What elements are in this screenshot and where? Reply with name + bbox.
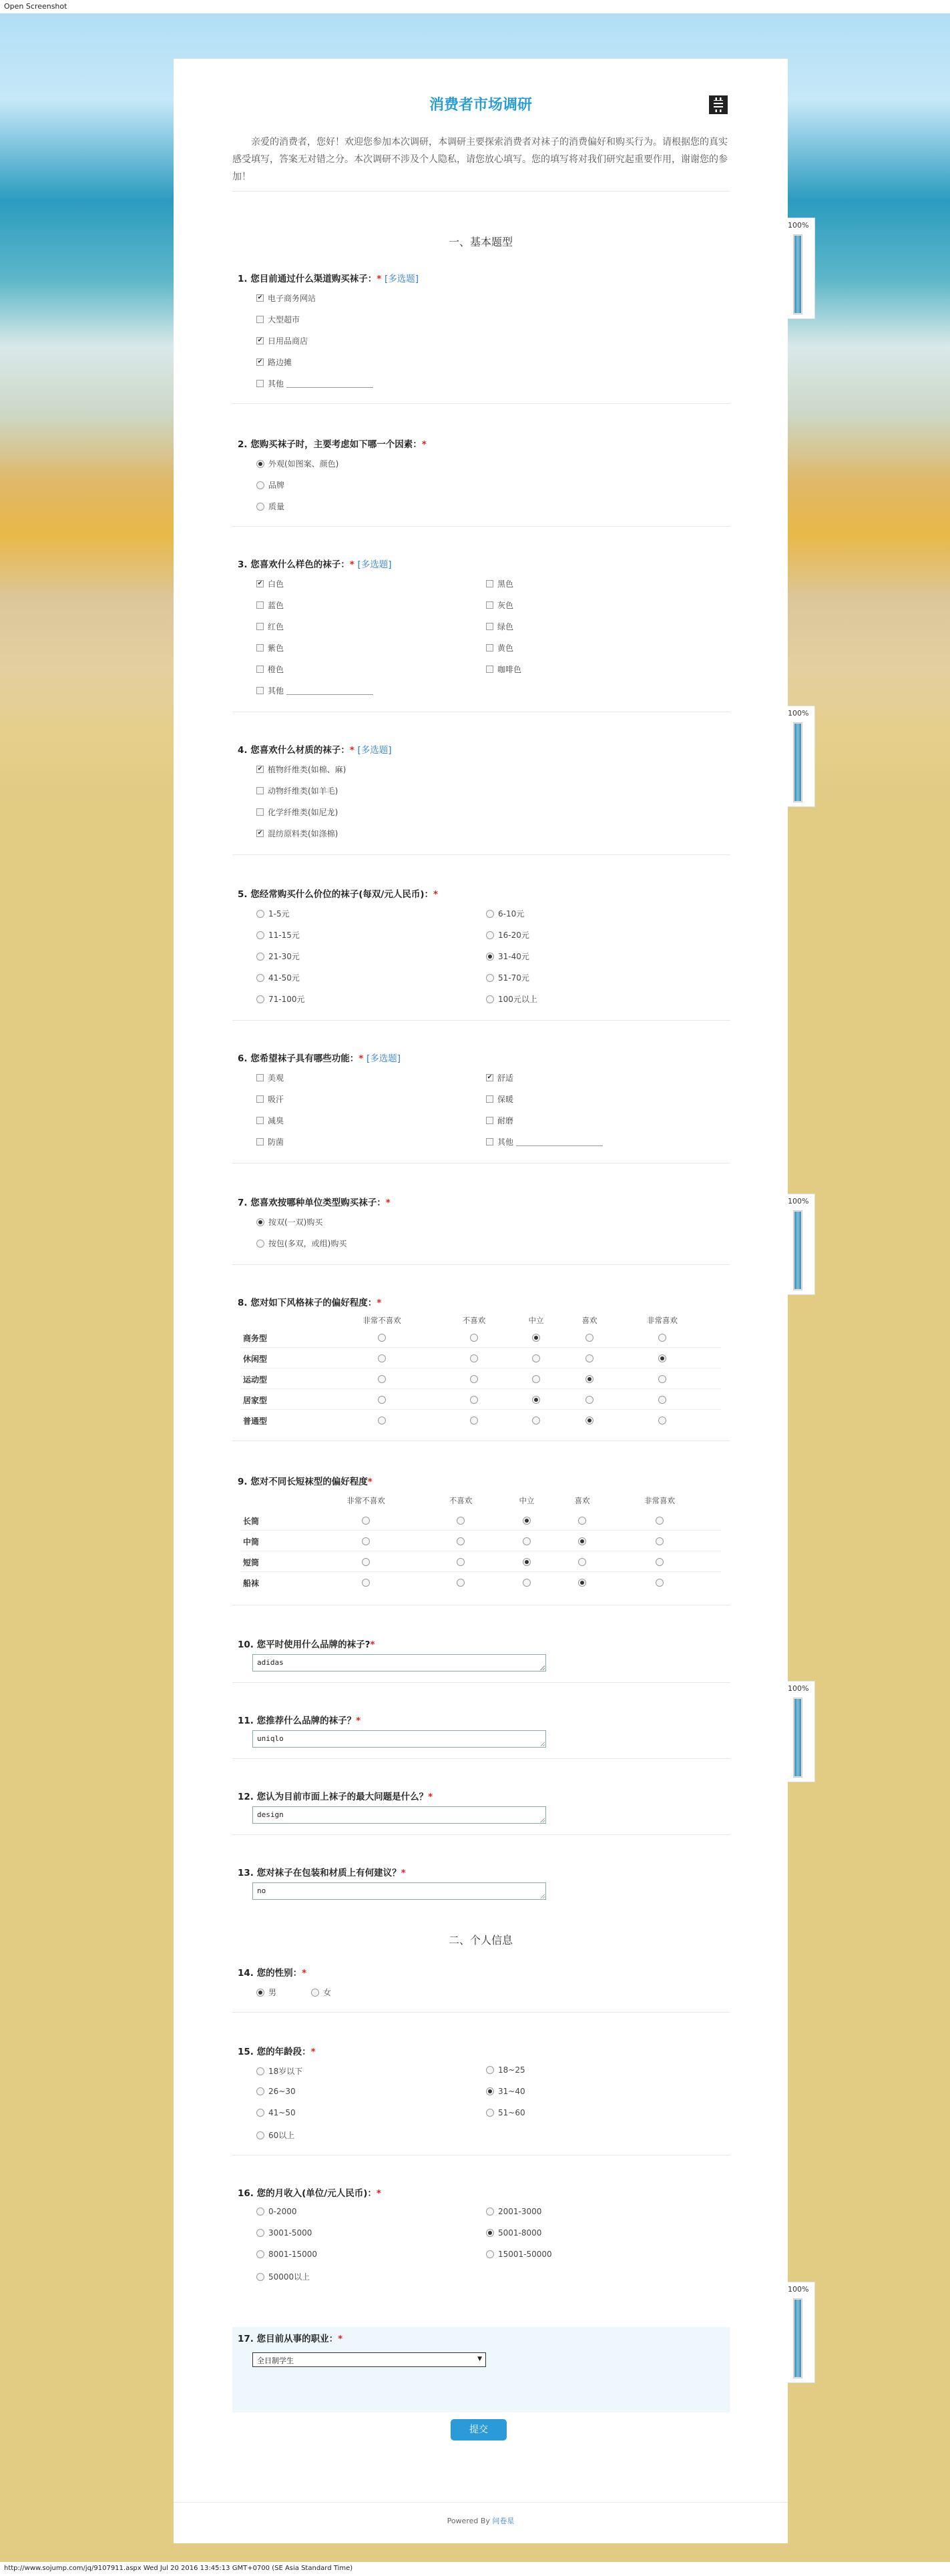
- matrix-column-header: 喜欢: [574, 1496, 590, 1505]
- radio-icon: [486, 931, 494, 939]
- matrix-radio-checked[interactable]: [523, 1558, 531, 1566]
- radio-option[interactable]: 外观(如图案、颜色): [256, 458, 338, 469]
- footer: Powered By 问卷星: [447, 2517, 515, 2525]
- text-answer-field[interactable]: no: [252, 1882, 546, 1900]
- matrix-column-header: 不喜欢: [449, 1496, 473, 1505]
- radio-icon: [256, 2087, 264, 2095]
- brand-link[interactable]: 问卷星: [492, 2517, 515, 2525]
- checkbox-option[interactable]: 化学纤维类(如尼龙): [256, 806, 338, 818]
- checkbox-icon: [486, 1117, 493, 1124]
- matrix-radio[interactable]: [656, 1579, 664, 1587]
- radio-option[interactable]: 品牌: [256, 479, 284, 491]
- matrix-column-header: 中立: [519, 1496, 535, 1505]
- checkbox-option[interactable]: 橙色: [256, 664, 284, 675]
- radio-icon: [486, 2250, 494, 2258]
- matrix-radio[interactable]: [378, 1396, 386, 1404]
- survey-title: 消费者市场调研: [429, 97, 532, 113]
- checkbox-icon: [256, 1117, 264, 1124]
- status-bar: http://www.sojump.com/jq/9107911.aspx Wed Jul 20 2016 13:45:13 GMT+0700 (SE Asia Standard Time): [0, 2562, 950, 2576]
- divider: [232, 854, 730, 855]
- question-title: 4. 您喜欢什么材质的袜子：* [多选题]: [238, 745, 392, 756]
- checkbox-checked-icon: [256, 294, 264, 302]
- checkbox-option[interactable]: ✔ 日用品商店: [256, 335, 308, 346]
- matrix-radio[interactable]: [658, 1375, 666, 1383]
- question-title: 9. 您对不同长短袜型的偏好程度*: [238, 1477, 373, 1487]
- progress-widget: [784, 706, 815, 807]
- checkbox-checked-icon: [256, 580, 264, 587]
- matrix-radio[interactable]: [523, 1579, 531, 1587]
- checkbox-option[interactable]: 耐磨: [486, 1115, 513, 1126]
- matrix-column-header: 非常不喜欢: [363, 1316, 401, 1325]
- checkbox-option[interactable]: ✔ 植物纤维类(如棉、麻): [256, 764, 346, 775]
- matrix-radio[interactable]: [362, 1517, 370, 1525]
- other-text-field[interactable]: [286, 687, 373, 695]
- matrix-row-label: 商务型: [243, 1334, 268, 1343]
- divider: [232, 1264, 730, 1265]
- matrix-column-header: 不喜欢: [462, 1316, 486, 1325]
- text-answer-field[interactable]: uniqlo: [252, 1730, 546, 1748]
- section-title: 一、基本题型: [448, 236, 513, 248]
- checkbox-option[interactable]: 防菌: [256, 1136, 284, 1147]
- matrix-radio[interactable]: [457, 1517, 465, 1525]
- radio-icon: [486, 2109, 494, 2117]
- matrix-radio[interactable]: [362, 1579, 370, 1587]
- radio-icon: [486, 910, 494, 918]
- radio-checked-icon: [256, 460, 264, 468]
- text-answer-field[interactable]: adidas: [252, 1654, 546, 1671]
- matrix-radio-checked[interactable]: [523, 1517, 531, 1525]
- radio-icon: [256, 931, 264, 939]
- checkbox-checked-icon: [256, 830, 264, 837]
- checkbox-icon: [486, 666, 493, 673]
- matrix-column-header: 中立: [528, 1316, 544, 1325]
- matrix-radio[interactable]: [656, 1517, 664, 1525]
- question-title: 1. 您目前通过什么渠道购买袜子：* [多选题]: [238, 274, 419, 284]
- matrix-row-label: 船袜: [243, 1579, 260, 1588]
- radio-icon: [256, 2131, 264, 2139]
- progress-track: [793, 722, 802, 802]
- progress-track: [793, 234, 802, 314]
- checkbox-icon: [256, 666, 264, 673]
- matrix-radio[interactable]: [457, 1537, 465, 1545]
- question-title: 7. 您喜欢按哪种单位类型购买袜子：*: [238, 1198, 391, 1208]
- radio-option[interactable]: 15001-50000: [486, 2250, 552, 2259]
- checkbox-icon: [486, 1138, 493, 1145]
- checkbox-icon: [486, 1095, 493, 1103]
- checkbox-icon: [256, 380, 264, 387]
- radio-icon: [256, 910, 264, 918]
- matrix-radio-checked[interactable]: [532, 1396, 540, 1404]
- checkbox-icon: [256, 1138, 264, 1145]
- radio-option[interactable]: 51~60: [486, 2108, 525, 2117]
- question-title: 14. 您的性别：*: [238, 1968, 307, 1979]
- checkbox-option[interactable]: 保暖: [486, 1093, 513, 1105]
- radio-icon: [256, 503, 264, 511]
- checkbox-option[interactable]: ✔ 混纺原料类(如涤棉): [256, 828, 338, 839]
- checkbox-icon: [256, 787, 264, 794]
- matrix-radio[interactable]: [470, 1354, 478, 1362]
- matrix-radio-checked[interactable]: [585, 1375, 593, 1383]
- matrix-radio[interactable]: [658, 1334, 666, 1342]
- matrix-radio[interactable]: [585, 1354, 593, 1362]
- text-answer-field[interactable]: design: [252, 1806, 546, 1824]
- divider: [232, 1682, 730, 1683]
- checkbox-option-other[interactable]: 其他: [256, 378, 373, 389]
- radio-option[interactable]: 18~25: [486, 2065, 525, 2075]
- checkbox-checked-icon: [486, 1074, 493, 1081]
- matrix-row-label: 长筒: [243, 1517, 260, 1526]
- progress-widget: [784, 218, 815, 319]
- radio-icon: [256, 2067, 264, 2075]
- progress-fill: [794, 236, 801, 313]
- matrix-radio[interactable]: [470, 1375, 478, 1383]
- progress-fill: [794, 2300, 801, 2377]
- matrix-row-divider: [240, 1347, 721, 1348]
- checkbox-option[interactable]: ✔ 白色: [256, 578, 284, 589]
- radio-option[interactable]: 26~30: [256, 2087, 296, 2096]
- question-title: 11. 您推荐什么品牌的袜子？*: [238, 1716, 361, 1726]
- divider: [232, 191, 730, 192]
- checkbox-option[interactable]: 蓝色: [256, 599, 284, 611]
- radio-option[interactable]: 21-30元: [256, 951, 300, 962]
- radio-option[interactable]: 8001-15000: [256, 2250, 317, 2259]
- radio-checked-icon: [486, 953, 494, 961]
- checkbox-icon: [256, 623, 264, 630]
- radio-option[interactable]: 41~50: [256, 2108, 296, 2117]
- question-title: 6. 您希望袜子具有哪些功能：* [多选题]: [238, 1053, 401, 1064]
- question-title: 2. 您购买袜子时，主要考虑如下哪一个因素：*: [238, 439, 427, 450]
- section-title: 二、个人信息: [448, 1934, 513, 1947]
- progress-label: 100%: [788, 1197, 809, 1206]
- radio-icon: [486, 995, 494, 1003]
- survey-card: [174, 59, 788, 2543]
- matrix-radio[interactable]: [656, 1558, 664, 1566]
- radio-option[interactable]: 3001-5000: [256, 2228, 312, 2238]
- radio-icon: [486, 2208, 494, 2216]
- matrix-column-header: 非常不喜欢: [346, 1496, 385, 1505]
- matrix-radio[interactable]: [362, 1537, 370, 1545]
- progress-track: [793, 1698, 802, 1778]
- question-title: 16. 您的月收入(单位/元人民币)：*: [238, 2188, 381, 2199]
- screenshot-label: Open Screenshot: [0, 0, 950, 13]
- radio-icon: [256, 974, 264, 982]
- checkbox-icon: [486, 580, 493, 587]
- matrix-radio[interactable]: [658, 1396, 666, 1404]
- radio-option[interactable]: 6-10元: [486, 908, 524, 919]
- matrix-row-label: 运动型: [243, 1375, 268, 1384]
- checkbox-option[interactable]: 灰色: [486, 599, 513, 611]
- matrix-radio[interactable]: [378, 1334, 386, 1342]
- checkbox-option[interactable]: 紫色: [256, 642, 284, 654]
- progress-fill: [794, 724, 801, 801]
- checkbox-icon: [486, 644, 493, 652]
- checkbox-icon: [256, 316, 264, 323]
- radio-option[interactable]: 2001-3000: [486, 2207, 541, 2216]
- radio-option[interactable]: 按包(多双，或组)购买: [256, 1238, 346, 1249]
- checkbox-option-other[interactable]: 其他: [256, 685, 373, 696]
- progress-widget: [784, 1681, 815, 1782]
- progress-label: 100%: [788, 2285, 809, 2294]
- matrix-row-label: 中筒: [243, 1537, 260, 1547]
- checkbox-icon: [256, 1074, 264, 1081]
- matrix-row-label: 短筒: [243, 1558, 260, 1567]
- checkbox-option[interactable]: 绿色: [486, 621, 513, 632]
- divider: [232, 526, 730, 527]
- question-title: 10. 您平时使用什么品牌的袜子?*: [238, 1639, 375, 1650]
- matrix-row-label: 普通型: [243, 1416, 268, 1426]
- radio-icon: [486, 974, 494, 982]
- checkbox-option[interactable]: 减臭: [256, 1115, 284, 1126]
- checkbox-checked-icon: [256, 766, 264, 773]
- radio-option[interactable]: 60以上: [256, 2129, 294, 2141]
- matrix-radio[interactable]: [470, 1396, 478, 1404]
- survey-intro: 亲爱的消费者，您好！欢迎您参加本次调研，本调研主要探索消费者对袜子的消费偏好和购买行为。请根据您的真实感受填写，答案无对错之分。本次调研不涉及个人隐私，请您放心填写。您的填写将对我们研究起重要作用，谢谢您的参加！: [232, 137, 728, 182]
- checkbox-option[interactable]: 咖啡色: [486, 664, 521, 675]
- divider: [232, 403, 730, 404]
- matrix-radio[interactable]: [523, 1537, 531, 1545]
- radio-option[interactable]: 31~40: [486, 2087, 525, 2096]
- radio-checked-icon: [256, 1218, 264, 1226]
- checkbox-option[interactable]: ✔ 路边摊: [256, 356, 292, 368]
- divider: [232, 1020, 730, 1021]
- question-title: 15. 您的年龄段：*: [238, 2047, 316, 2057]
- radio-icon: [256, 2229, 264, 2237]
- progress-track: [793, 2298, 802, 2378]
- dropdown-arrow-icon: ▼: [477, 2356, 482, 2362]
- occupation-select[interactable]: 全日制学生 ▼: [252, 2352, 486, 2367]
- checkbox-option[interactable]: 美观: [256, 1072, 284, 1083]
- radio-icon: [256, 2208, 264, 2216]
- radio-icon: [256, 2250, 264, 2258]
- question-title: 17. 您目前从事的职业：*: [238, 2334, 343, 2344]
- radio-icon: [256, 2109, 264, 2117]
- radio-icon: [486, 2066, 494, 2074]
- matrix-column-header: 非常喜欢: [644, 1496, 675, 1505]
- progress-label: 100%: [788, 1684, 809, 1693]
- divider: [232, 2012, 730, 2013]
- radio-icon: [256, 481, 264, 489]
- matrix-row-divider: [240, 1530, 721, 1531]
- matrix-radio-checked[interactable]: [585, 1416, 593, 1425]
- radio-option[interactable]: 71-100元: [256, 993, 305, 1005]
- matrix-column-header: 喜欢: [581, 1316, 598, 1325]
- matrix-radio[interactable]: [578, 1558, 586, 1566]
- checkbox-option[interactable]: 大型超市: [256, 314, 300, 325]
- matrix-radio-checked[interactable]: [578, 1579, 586, 1587]
- matrix-radio[interactable]: [578, 1517, 586, 1525]
- checkbox-option[interactable]: 黑色: [486, 578, 513, 589]
- qr-code-icon[interactable]: [709, 95, 728, 114]
- matrix-row-label: 居家型: [243, 1396, 268, 1405]
- progress-widget: [784, 2282, 815, 2383]
- matrix-column-header: 非常喜欢: [647, 1316, 678, 1325]
- checkbox-icon: [256, 1095, 264, 1103]
- radio-option[interactable]: 51-70元: [486, 972, 529, 983]
- matrix-row-divider: [240, 1388, 721, 1389]
- other-text-field[interactable]: [286, 380, 373, 388]
- radio-option[interactable]: 16-20元: [486, 929, 529, 941]
- other-text-field[interactable]: [516, 1138, 603, 1146]
- checkbox-option[interactable]: ✔ 舒适: [486, 1072, 513, 1083]
- radio-option[interactable]: 1-5元: [256, 908, 290, 919]
- checkbox-checked-icon: [256, 337, 264, 344]
- matrix-radio[interactable]: [378, 1416, 386, 1425]
- matrix-radio-checked[interactable]: [578, 1537, 586, 1545]
- radio-option[interactable]: 0-2000: [256, 2207, 297, 2216]
- matrix-row-divider: [240, 1409, 721, 1410]
- radio-option[interactable]: 按双(一双)购买: [256, 1216, 322, 1228]
- matrix-radio[interactable]: [585, 1334, 593, 1342]
- progress-fill: [794, 1699, 801, 1776]
- checkbox-option[interactable]: 红色: [256, 621, 284, 632]
- radio-checked-icon: [256, 1989, 264, 1997]
- matrix-radio-checked[interactable]: [658, 1354, 666, 1362]
- progress-label: 100%: [788, 709, 809, 718]
- checkbox-icon: [256, 644, 264, 652]
- matrix-radio[interactable]: [532, 1416, 540, 1425]
- checkbox-icon: [256, 808, 264, 816]
- question-title: 3. 您喜欢什么样色的袜子：* [多选题]: [238, 559, 392, 570]
- matrix-row-label: 休闲型: [243, 1354, 268, 1364]
- question-title: 5. 您经常购买什么价位的袜子(每双/元人民币)：*: [238, 889, 439, 900]
- radio-icon: [256, 2273, 264, 2281]
- matrix-radio[interactable]: [378, 1375, 386, 1383]
- question-title: 8. 您对如下风格袜子的偏好程度：*: [238, 1298, 382, 1308]
- question-title: 12. 您认为目前市面上袜子的最大问题是什么？*: [238, 1792, 433, 1802]
- checkbox-option[interactable]: 黄色: [486, 642, 513, 654]
- matrix-radio[interactable]: [362, 1558, 370, 1566]
- checkbox-option[interactable]: 吸汗: [256, 1093, 284, 1105]
- radio-option[interactable]: 100元以上: [486, 993, 537, 1005]
- radio-option[interactable]: 31-40元: [486, 951, 529, 962]
- checkbox-checked-icon: [256, 358, 264, 366]
- radio-option[interactable]: 5001-8000: [486, 2228, 541, 2238]
- matrix-radio[interactable]: [656, 1537, 664, 1545]
- radio-icon: [256, 953, 264, 961]
- radio-option[interactable]: 质量: [256, 501, 284, 512]
- checkbox-option[interactable]: 动物纤维类(如羊毛): [256, 785, 338, 796]
- checkbox-option-other[interactable]: 其他: [486, 1136, 603, 1147]
- divider: [174, 2502, 788, 2503]
- progress-widget: [784, 1194, 815, 1295]
- matrix-radio[interactable]: [457, 1579, 465, 1587]
- matrix-radio[interactable]: [532, 1354, 540, 1362]
- checkbox-icon: [486, 623, 493, 630]
- progress-track: [793, 1210, 802, 1290]
- matrix-radio[interactable]: [457, 1558, 465, 1566]
- radio-icon: [256, 995, 264, 1003]
- radio-checked-icon: [486, 2229, 494, 2237]
- matrix-radio[interactable]: [470, 1416, 478, 1425]
- radio-option[interactable]: 50000以上: [256, 2271, 310, 2282]
- radio-icon: [311, 1989, 319, 1997]
- divider: [232, 1163, 730, 1164]
- divider: [232, 1758, 730, 1759]
- progress-label: 100%: [788, 221, 809, 230]
- matrix-radio-checked[interactable]: [532, 1334, 540, 1342]
- matrix-radio[interactable]: [470, 1334, 478, 1342]
- radio-option[interactable]: 女: [311, 1987, 331, 1998]
- checkbox-icon: [256, 687, 264, 694]
- radio-option[interactable]: 18岁以下: [256, 2065, 302, 2077]
- radio-icon: [256, 1240, 264, 1248]
- submit-button[interactable]: 提交: [451, 2419, 507, 2440]
- question-title: 13. 您对袜子在包装和材质上有何建议？*: [238, 1868, 406, 1878]
- progress-fill: [794, 1212, 801, 1289]
- matrix-row-divider: [240, 1571, 721, 1572]
- matrix-radio[interactable]: [658, 1416, 666, 1425]
- checkbox-option[interactable]: ✔ 电子商务网站: [256, 292, 316, 304]
- radio-option[interactable]: 41-50元: [256, 972, 300, 983]
- matrix-radio[interactable]: [378, 1354, 386, 1362]
- radio-checked-icon: [486, 2087, 494, 2095]
- radio-option[interactable]: 11-15元: [256, 929, 300, 941]
- divider: [232, 1834, 730, 1835]
- radio-option[interactable]: 男: [256, 1987, 276, 1998]
- checkbox-icon: [256, 601, 264, 609]
- matrix-radio[interactable]: [532, 1375, 540, 1383]
- matrix-radio[interactable]: [585, 1396, 593, 1404]
- checkbox-icon: [486, 601, 493, 609]
